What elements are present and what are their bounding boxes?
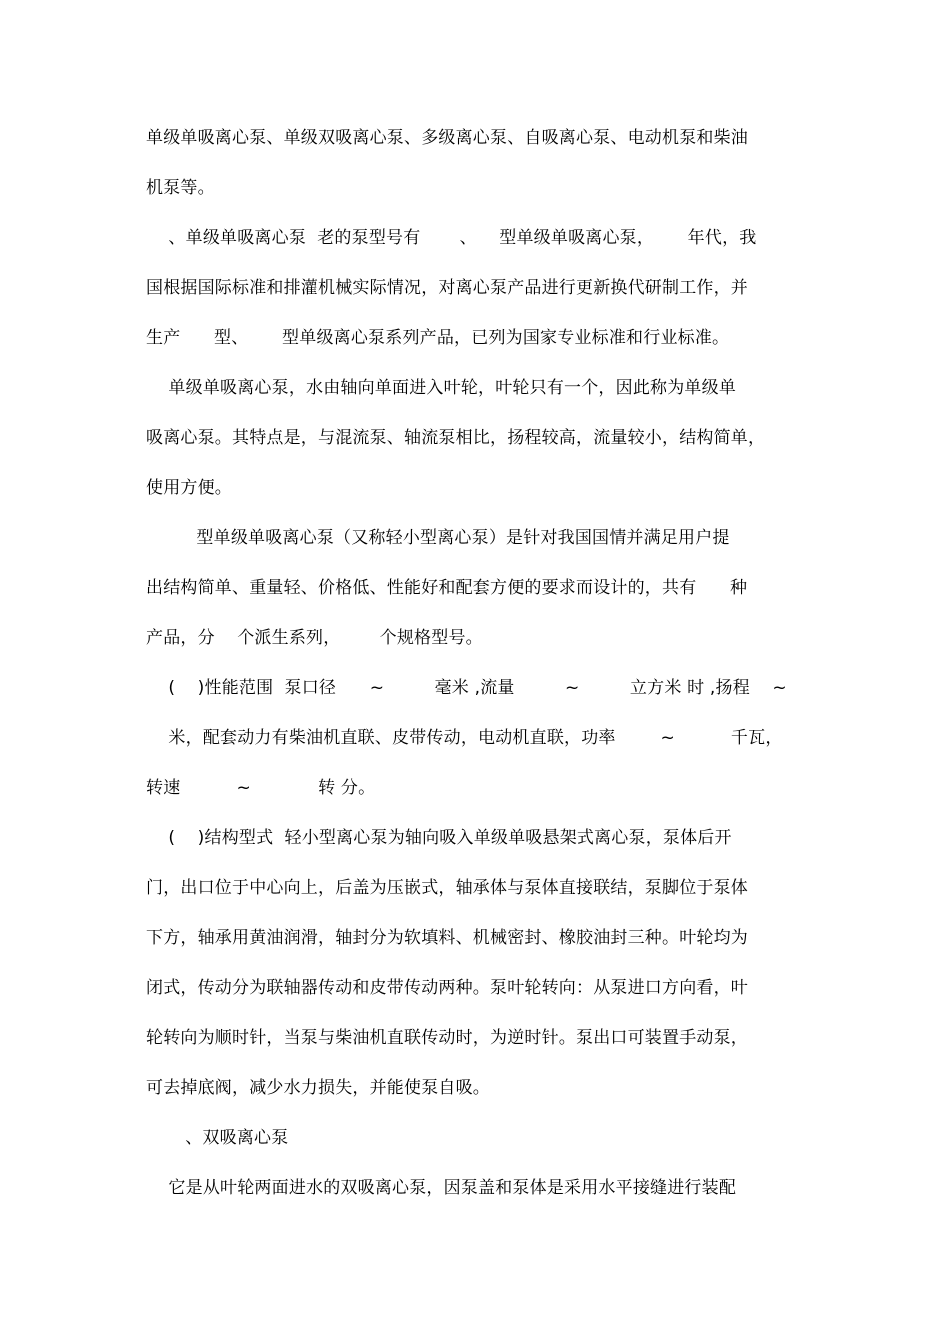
text-line: 下方，轴承用黄油润滑，轴封分为软填料、机械密封、橡胶油封三种。叶轮均为 (146, 928, 748, 948)
text-line: ( )结构型式 轻小型离心泵为轴向吸入单级单吸悬架式离心泵，泵体后开 (146, 828, 732, 848)
text-line: 产品，分 个派生系列， 个规格型号。 (146, 628, 483, 648)
text-line: ( )性能范围 泵口径 ~ 毫米 ,流量 ~ 立方米 时 ,扬程 ~ (146, 678, 787, 698)
text-line: 闭式，传动分为联轴器传动和皮带传动两种。泵叶轮转向：从泵进口方向看，叶 (146, 978, 748, 998)
text-line: 生产 型、 型单级离心泵系列产品，已列为国家专业标准和行业标准。 (146, 328, 730, 348)
text-line: 它是从叶轮两面进水的双吸离心泵，因泵盖和泵体是采用水平接缝进行装配 (146, 1178, 737, 1198)
text-line: 米，配套动力有柴油机直联、皮带传动，电动机直联，功率 ~ 千瓦， (146, 728, 783, 748)
text-line: 门，出口位于中心向上，后盖为压嵌式，轴承体与泵体直接联结，泵脚位于泵体 (146, 878, 748, 898)
text-line: 转速 ~ 转 分。 (146, 778, 376, 798)
text-line: 国根据国际标准和排灌机械实际情况，对离心泵产品进行更新换代研制工作，并 (146, 278, 748, 298)
text-line: 、单级单吸离心泵 老的泵型号有 、 型单级单吸离心泵， 年代，我 (146, 228, 757, 248)
text-line: 使用方便。 (146, 478, 232, 498)
text-line: 机泵等。 (146, 178, 215, 198)
text-line: 吸离心泵。其特点是，与混流泵、轴流泵相比，扬程较高，流量较小，结构简单， (146, 428, 766, 448)
text-line: 出结构简单、重量轻、价格低、性能好和配套方便的要求而设计的，共有 种 (146, 578, 748, 598)
text-line: 单级单吸离心泵，水由轴向单面进入叶轮，叶轮只有一个，因此称为单级单 (146, 378, 737, 398)
text-line: 型单级单吸离心泵（又称轻小型离心泵）是针对我国国情并满足用户提 (146, 528, 730, 548)
text-line: 轮转向为顺时针，当泵与柴油机直联传动时，为逆时针。泵出口可装置手动泵， (146, 1028, 748, 1048)
text-line: 可去掉底阀，减少水力损失，并能使泵自吸。 (146, 1078, 490, 1098)
text-line: 单级单吸离心泵、单级双吸离心泵、多级离心泵、自吸离心泵、电动机泵和柴油 (146, 128, 748, 148)
section-heading: 、双吸离心泵 (146, 1128, 289, 1148)
